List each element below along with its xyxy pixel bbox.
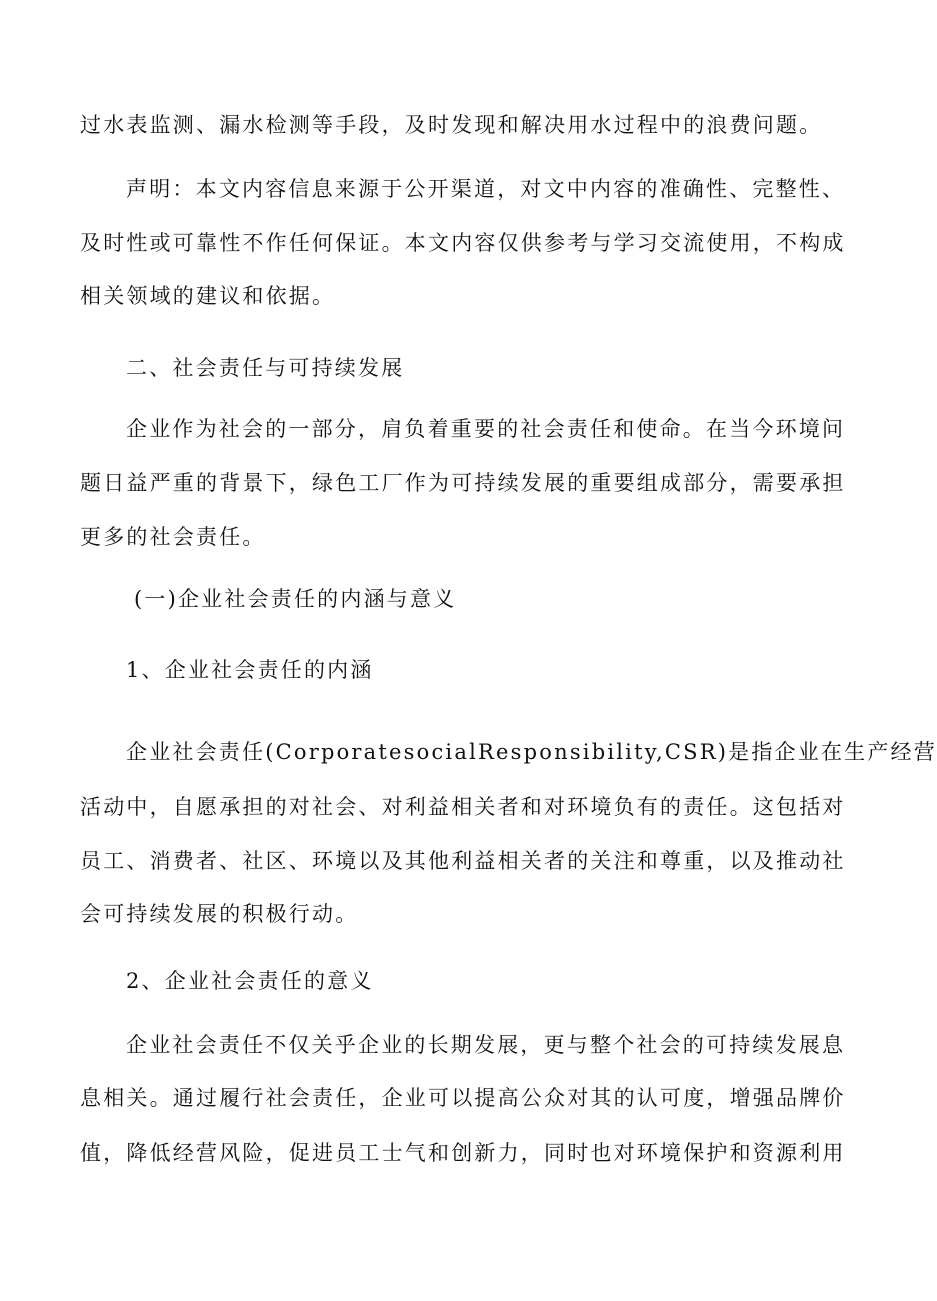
paragraph-line: 企业社会责任不仅关乎企业的长期发展，更与整个社会的可持续发展息 xyxy=(126,1033,846,1057)
paragraph-line: 企业社会责任(CorporatesocialResponsibility,CSR)是指企业在生产经营 xyxy=(126,740,937,764)
paragraph-line: 活动中，自愿承担的对社会、对利益相关者和对环境负有的责任。这包括对 xyxy=(80,795,846,819)
paragraph-line: 员工、消费者、社区、环境以及其他利益相关者的关注和尊重，以及推动社 xyxy=(80,849,846,873)
paragraph-line: 更多的社会责任。 xyxy=(80,525,266,549)
paragraph-line: 息相关。通过履行社会责任，企业可以提高公众对其的认可度，增强品牌价 xyxy=(80,1086,846,1110)
paragraph-line: 会可持续发展的积极行动。 xyxy=(80,902,359,926)
paragraph-line: 题日益严重的背景下，绿色工厂作为可持续发展的重要组成部分，需要承担 xyxy=(80,471,846,495)
paragraph-line: 企业作为社会的一部分，肩负着重要的社会责任和使命。在当今环境问 xyxy=(126,417,846,441)
subsection-heading: (一)企业社会责任的内涵与意义 xyxy=(134,587,457,611)
disclaimer-line: 声明：本文内容信息来源于公开渠道，对文中内容的准确性、完整性、 xyxy=(126,177,846,201)
section-heading: 二、社会责任与可持续发展 xyxy=(126,356,405,380)
disclaimer-line: 及时性或可靠性不作任何保证。本文内容仅供参考与学习交流使用，不构成 xyxy=(80,231,846,255)
paragraph-line: 过水表监测、漏水检测等手段，及时发现和解决用水过程中的浪费问题。 xyxy=(80,113,823,137)
item-heading: 2、企业社会责任的意义 xyxy=(126,969,374,993)
paragraph-line: 值，降低经营风险，促进员工士气和创新力，同时也对环境保护和资源利用 xyxy=(80,1141,846,1165)
disclaimer-line: 相关领域的建议和依据。 xyxy=(80,284,336,308)
item-heading: 1、企业社会责任的内涵 xyxy=(126,658,374,682)
